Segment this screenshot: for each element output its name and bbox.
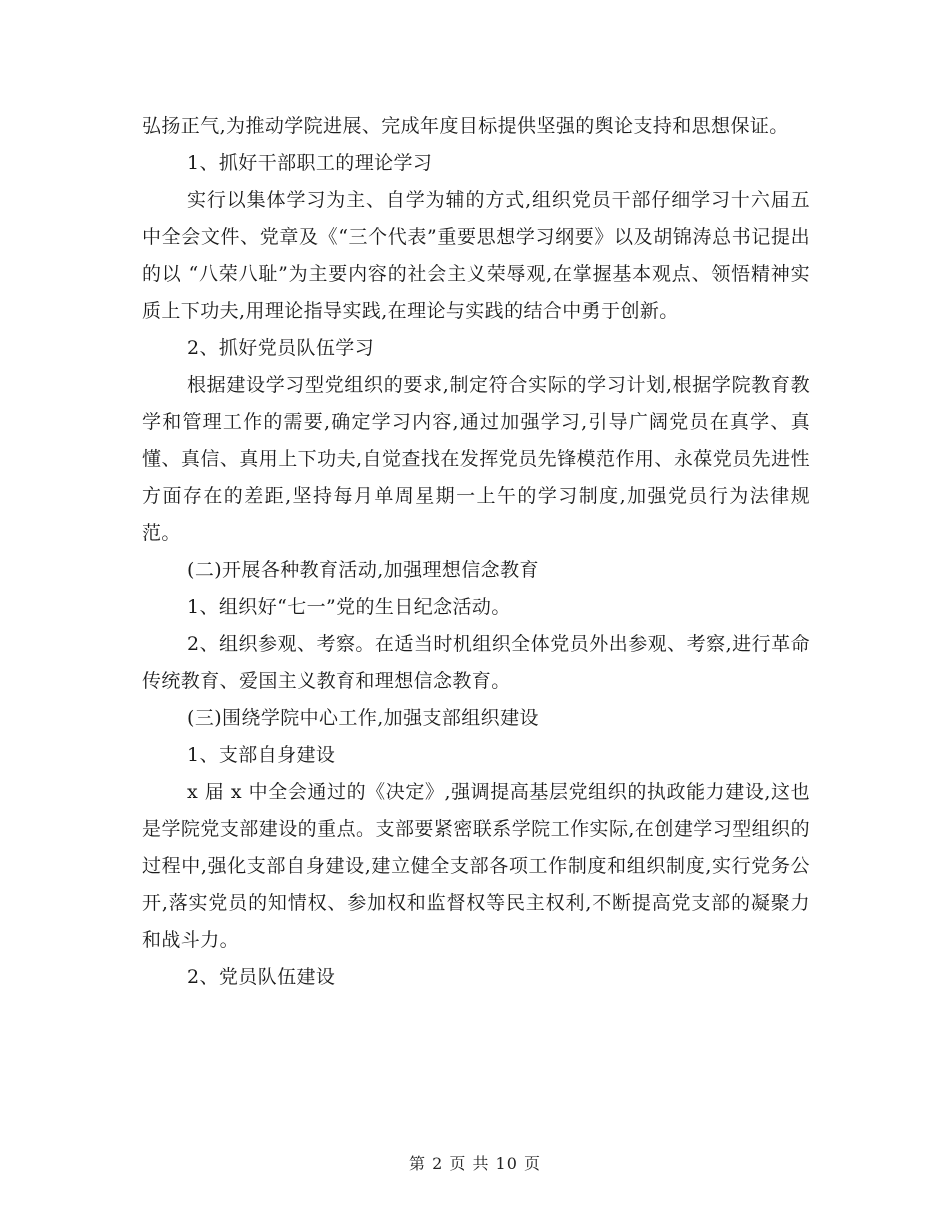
page-number-footer: 第 2 页 共 10 页: [409, 1154, 541, 1173]
document-body: [142, 108, 810, 996]
paragraph-continuation: 弘扬正气,为推动学院进展、完成年度目标提供坚强的舆论支持和思想保证。: [142, 115, 789, 137]
heading-member-study: 2、抓好党员队伍学习: [187, 337, 375, 359]
heading-theory-study: 1、抓好干部职工的理论学习: [187, 152, 433, 174]
heading-section-two: (二)开展各种教育活动,加强理想信念教育: [187, 559, 539, 581]
heading-section-three: (三)围绕学院中心工作,加强支部组织建设: [187, 707, 539, 729]
paragraph-branch-building: x 届 x 中全会通过的《决定》,强调提高基层党组织的执政能力建设,这也是学院党支部建设的重点。支部要紧密联系学院工作实际,在创建学习型组织的过程中,强化支部自身建设,建立健全支部各项工作制度和组织制度,实行党务公开,落实党员的知情权、参加权和监督权等民主权利,不断提高党支部的凝聚力和战斗力。: [142, 781, 810, 951]
heading-branch-building: 1、支部自身建设: [187, 744, 336, 766]
item-july-first: 1、组织好“七一”党的生日纪念活动。: [187, 596, 511, 618]
paragraph-member-study: 根据建设学习型党组织的要求,制定符合实际的学习计划,根据学院教育教学和管理工作的需要,确定学习内容,通过加强学习,引导广阔党员在真学、真懂、真信、真用上下功夫,自觉查找在发挥党员先锋模范作用、永葆党员先进性方面存在的差距,坚持每月单周星期一上午的学习制度,加强党员行为法律规范。: [142, 374, 810, 544]
heading-team-building: 2、党员队伍建设: [187, 966, 336, 988]
paragraph-theory-study: 实行以集体学习为主、自学为辅的方式,组织党员干部仔细学习十六届五中全会文件、党章及《“三个代表”重要思想学习纲要》以及胡锦涛总书记提出的以 “八荣八耻”为主要内容的社会主义荣辱观,在掌握基本观点、领悟精神实质上下功夫,用理论指导实践,在理论与实践的结合中勇于创新。: [142, 189, 810, 322]
item-visit-inspection: 2、组织参观、考察。在适当时机组织全体党员外出参观、考察,进行革命传统教育、爱国主义教育和理想信念教育。: [142, 633, 810, 692]
